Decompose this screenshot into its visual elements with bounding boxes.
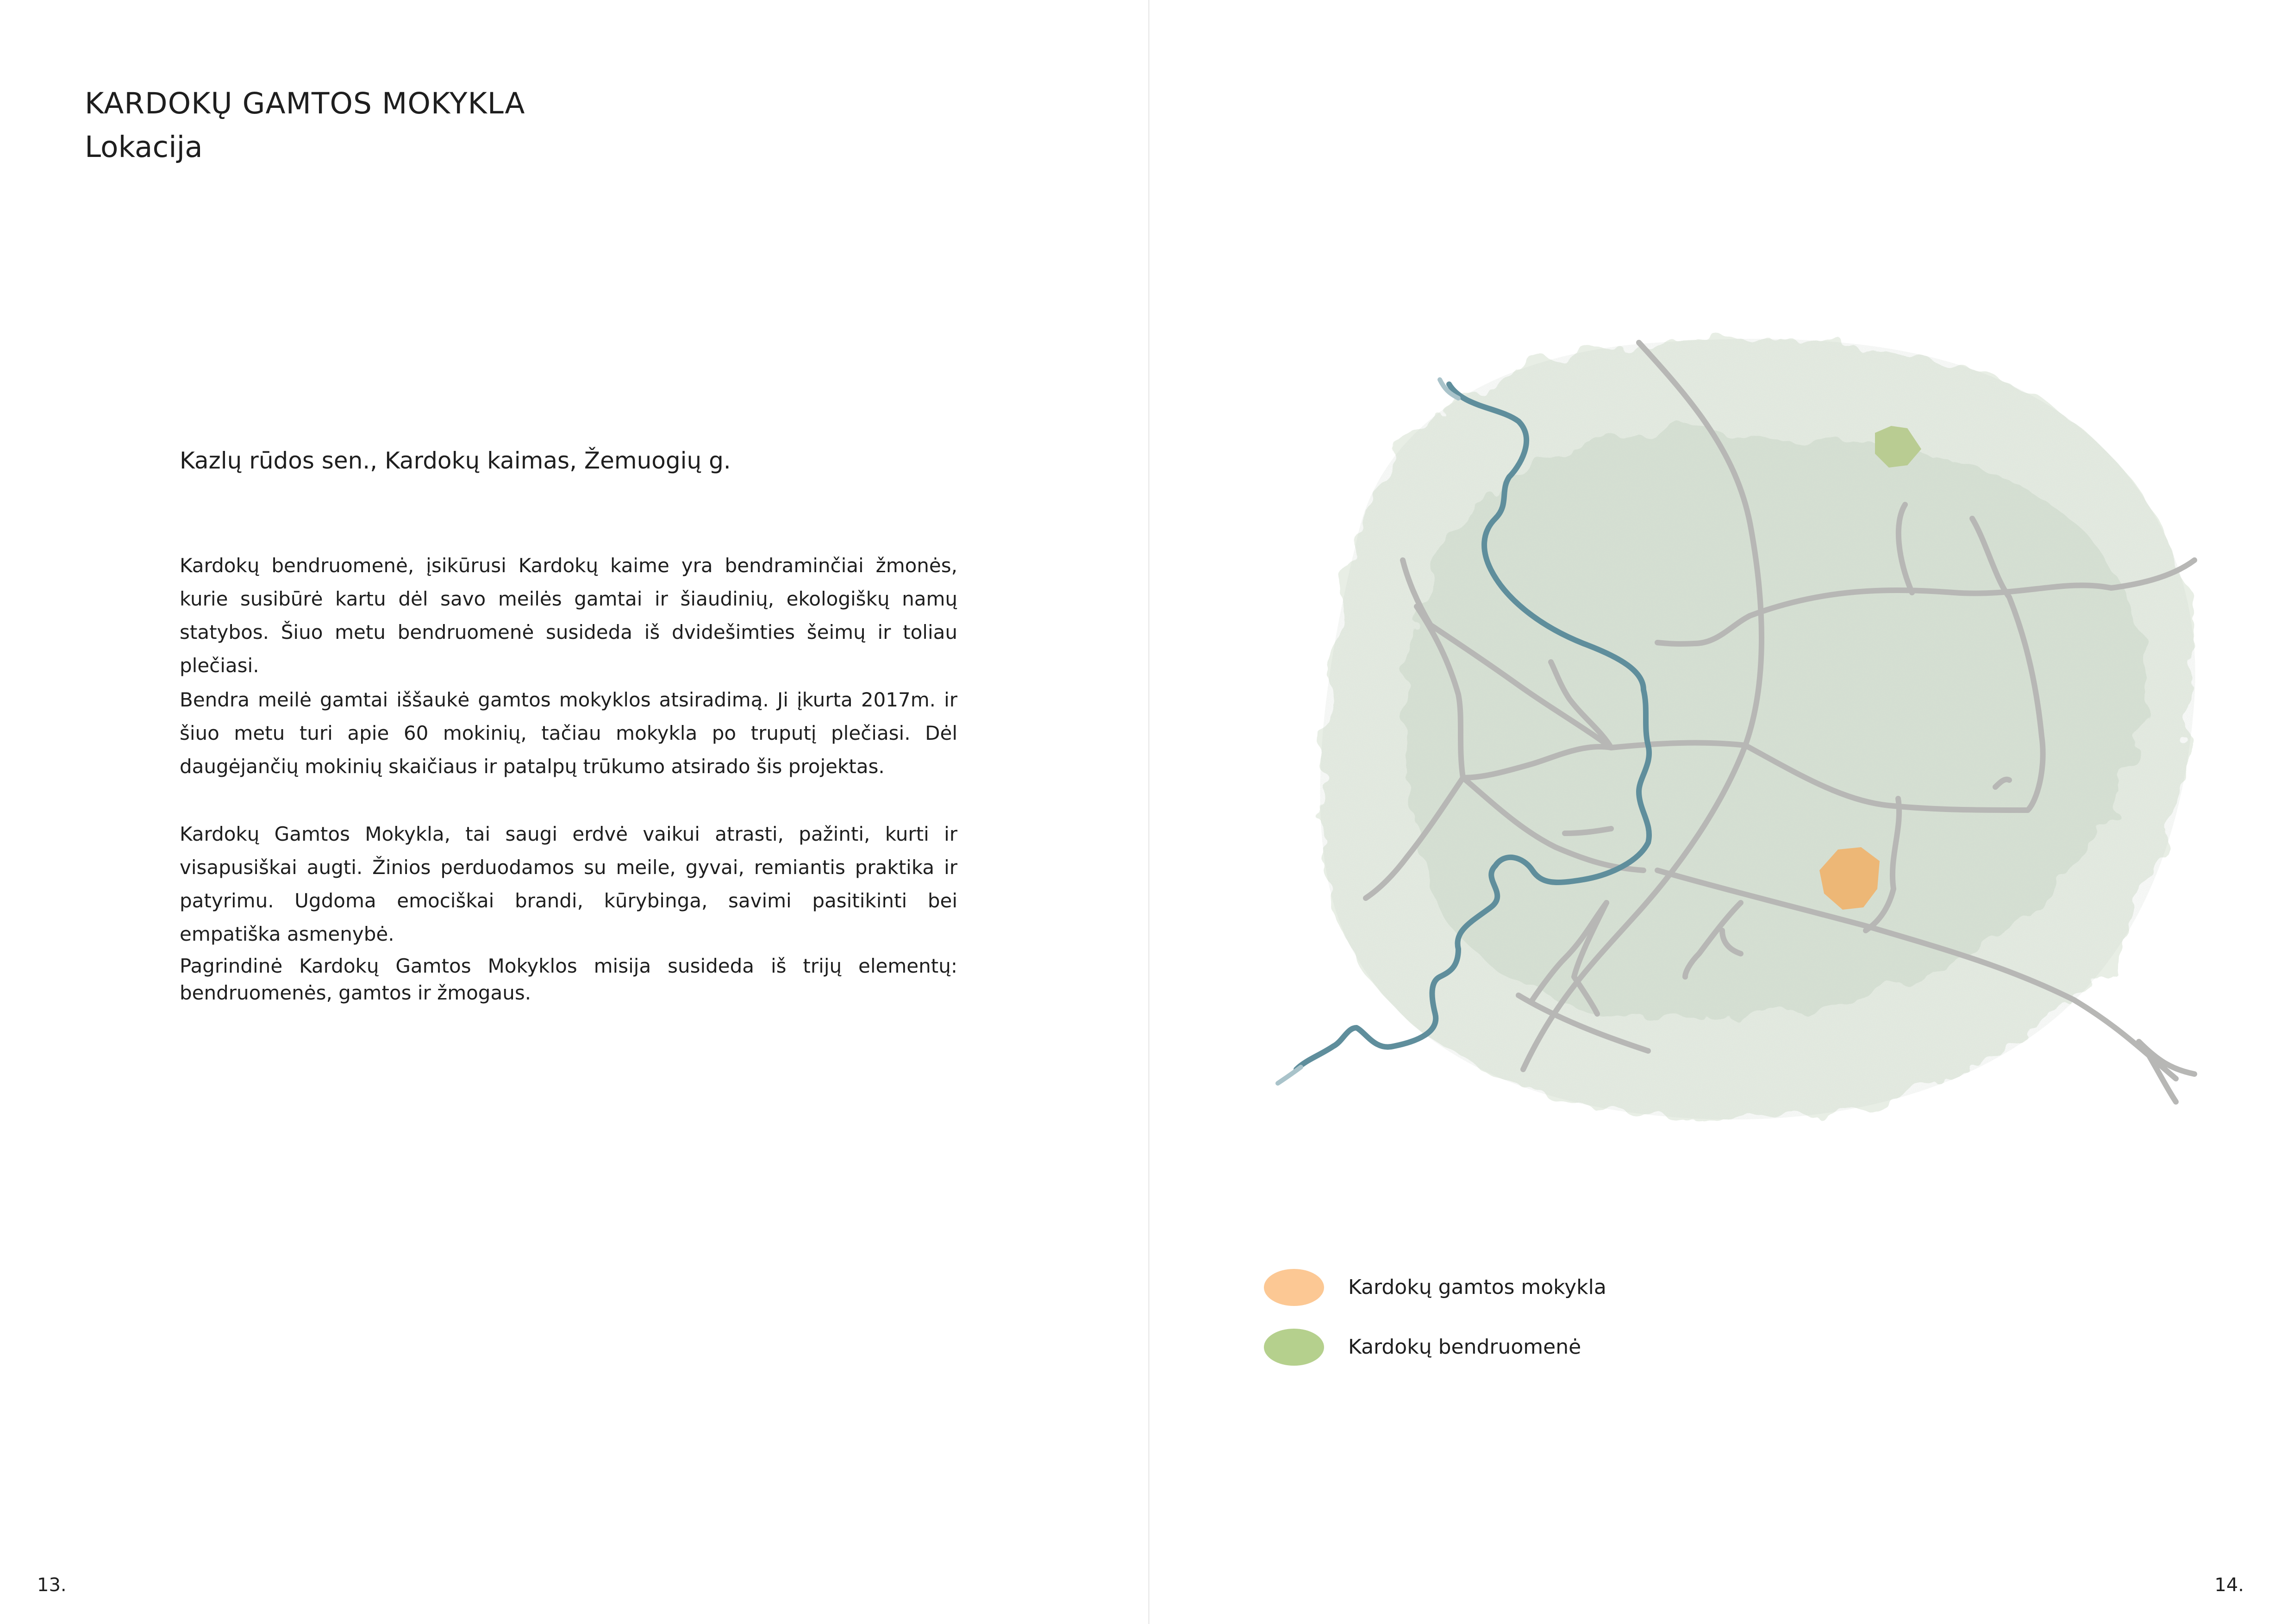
- map-illustration: [1241, 301, 2222, 1181]
- location-map: [1241, 301, 2222, 1181]
- legend-label-community: Kardokų bendruomenė: [1348, 1335, 1581, 1359]
- paragraph-school-values: Kardokų Gamtos Mokykla, tai saugi erdvė vaikui atrasti, pažinti, kurti ir visapusiškai augti. Žinios perduodamos su meile, gyvai, remiantis praktika ir patyrimu. Ugdoma emociškai brandi, kūrybinga, savimi pasitikinti bei empatiška asmenybė.: [180, 823, 957, 945]
- paragraph-mission: Pagrindinė Kardokų Gamtos Mokyklos misija susideda iš trijų elementų: bendruomenės, gamtos ir žmogaus.: [180, 955, 957, 1004]
- legend-swatch-school: [1264, 1269, 1324, 1306]
- spread-divider: [1148, 0, 1150, 1624]
- document-subtitle: Lokacija: [85, 130, 203, 164]
- legend-swatch-community: [1264, 1329, 1324, 1366]
- paragraph-community: Kardokų bendruomenė, įsikūrusi Kardokų kaime yra bendraminčiai žmonės, kurie susibūrė kartu dėl savo meilės gamtai ir šiaudinių, ekologiškų namų statybos. Šiuo metu bendruomenė susideda iš dvidešimties šeimų ir toliau plečiasi.: [180, 554, 957, 677]
- location-address: Kazlų rūdos sen., Kardokų kaimas, Žemuogių g.: [180, 447, 731, 474]
- legend-item-community: [1264, 1329, 1634, 1366]
- document-title: KARDOKŲ GAMTOS MOKYKLA: [85, 87, 525, 120]
- paragraph-school-history: Bendra meilė gamtai iššaukė gamtos mokyklos atsiradimą. Ji įkurta 2017m. ir šiuo metu turi apie 60 mokinių, tačiau mokykla po truputį plečiasi. Dėl daugėjančių mokinių skaičiaus ir patalpų trūkumo atsirado šis projektas.: [180, 688, 957, 778]
- page-number-left: 13.: [37, 1574, 67, 1596]
- page-number-right: 14.: [2214, 1574, 2244, 1596]
- vegetation-wash: [1320, 339, 2195, 1119]
- legend-label-school: Kardokų gamtos mokykla: [1348, 1275, 1606, 1299]
- legend-item-school: [1264, 1269, 1634, 1306]
